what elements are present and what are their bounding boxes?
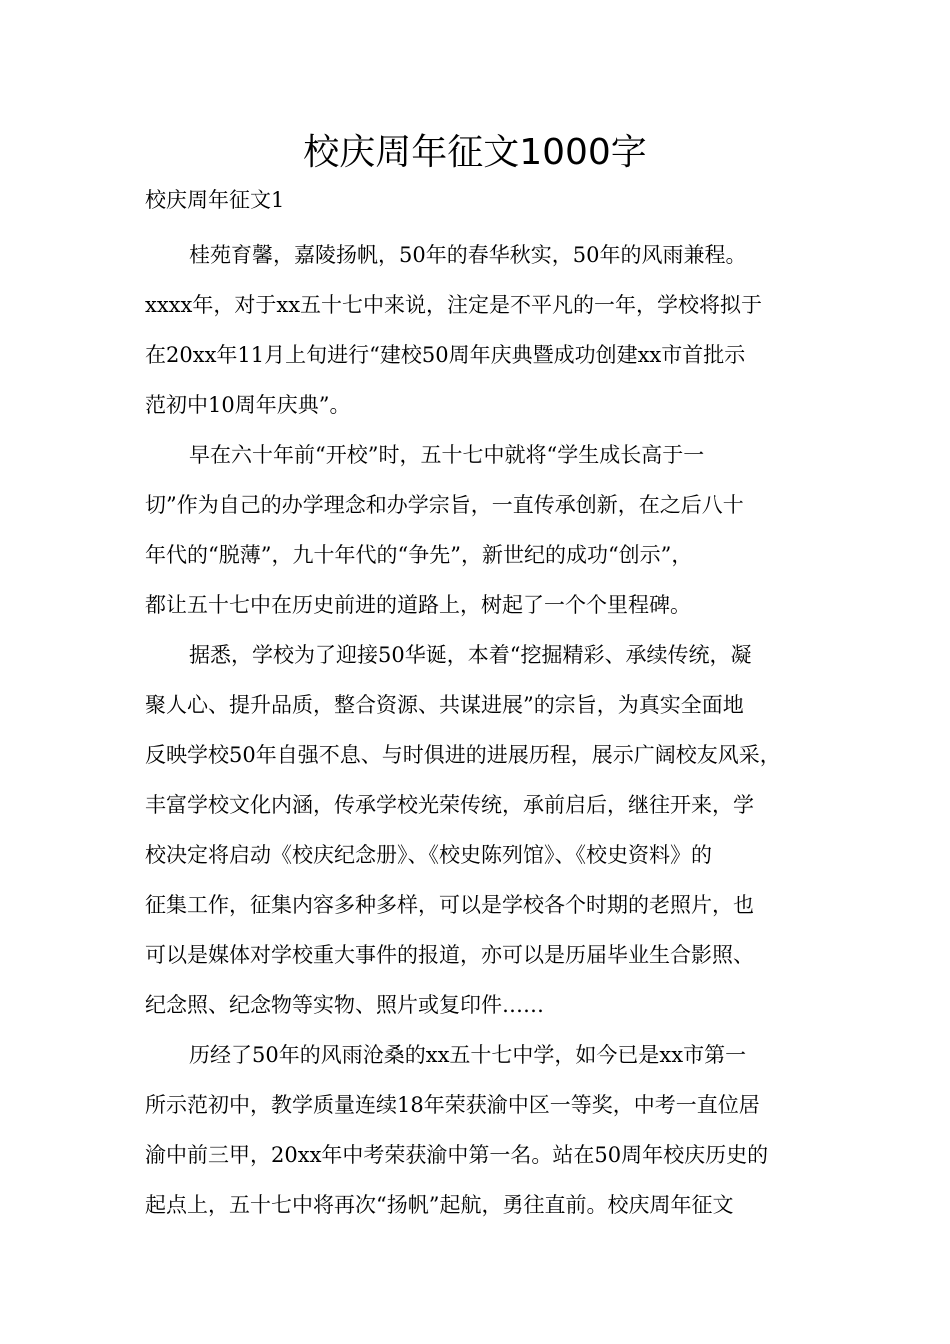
text-line: 聚人心、提升品质，整合资源、共谋进展”的宗旨，为真实全面地 <box>145 693 744 717</box>
text-line: 桂苑育馨，嘉陵扬帆，50年的春华秋实，50年的风雨兼程。 <box>189 243 747 267</box>
document-title: 校庆周年征文1000字 <box>303 132 647 173</box>
text-line: 起点上，五十七中将再次“扬帆”起航，勇往直前。校庆周年征文 <box>145 1193 734 1217</box>
text-line: 范初中10周年庆典”。 <box>145 393 351 417</box>
text-line: 历经了50年的风雨沧桑的xx五十七中学，如今已是xx市第一 <box>189 1043 747 1067</box>
text-line: 年代的“脱薄”，九十年代的“争先”，新世纪的成功“创示”， <box>145 543 693 567</box>
text-line: 都让五十七中在历史前进的道路上，树起了一个个里程碑。 <box>145 593 691 617</box>
text-line: 在20xx年11月上旬进行“建校50周年庆典暨成功创建xx市首批示 <box>145 343 746 367</box>
paragraph-2 <box>145 430 820 630</box>
text-line: 可以是媒体对学校重大事件的报道，亦可以是历届毕业生合影照、 <box>145 943 754 967</box>
text-line: 丰富学校文化内涵，传承学校光荣传统，承前启后，继往开来，学 <box>145 793 754 817</box>
text-line: 反映学校50年自强不息、与时俱进的进展历程，展示广阔校友风采， <box>145 743 781 767</box>
text-line: 据悉，学校为了迎接50华诞，本着“挖掘精彩、承续传统，凝 <box>189 643 752 667</box>
document-body <box>145 230 820 1230</box>
section-heading: 校庆周年征文1 <box>145 188 285 212</box>
text-line: 纪念照、纪念物等实物、照片或复印件…… <box>145 993 544 1017</box>
text-line: 所示范初中，教学质量连续18年荣获渝中区一等奖，中考一直位居 <box>145 1093 760 1117</box>
paragraph-3 <box>145 630 820 1030</box>
paragraph-1 <box>145 230 820 430</box>
text-line: 渝中前三甲，20xx年中考荣获渝中第一名。站在50周年校庆历史的 <box>145 1143 769 1167</box>
paragraph-4 <box>145 1030 820 1230</box>
text-line: xxxx年，对于xx五十七中来说，注定是不平凡的一年，学校将拟于 <box>145 293 763 317</box>
text-line: 校决定将启动《校庆纪念册》、《校史陈列馆》、《校史资料》的 <box>145 843 712 867</box>
text-line: 早在六十年前“开校”时，五十七中就将“学生成长高于一 <box>189 443 705 467</box>
text-line: 征集工作，征集内容多种多样，可以是学校各个时期的老照片，也 <box>145 893 754 917</box>
text-line: 切”作为自己的办学理念和办学宗旨，一直传承创新，在之后八十 <box>145 493 744 517</box>
